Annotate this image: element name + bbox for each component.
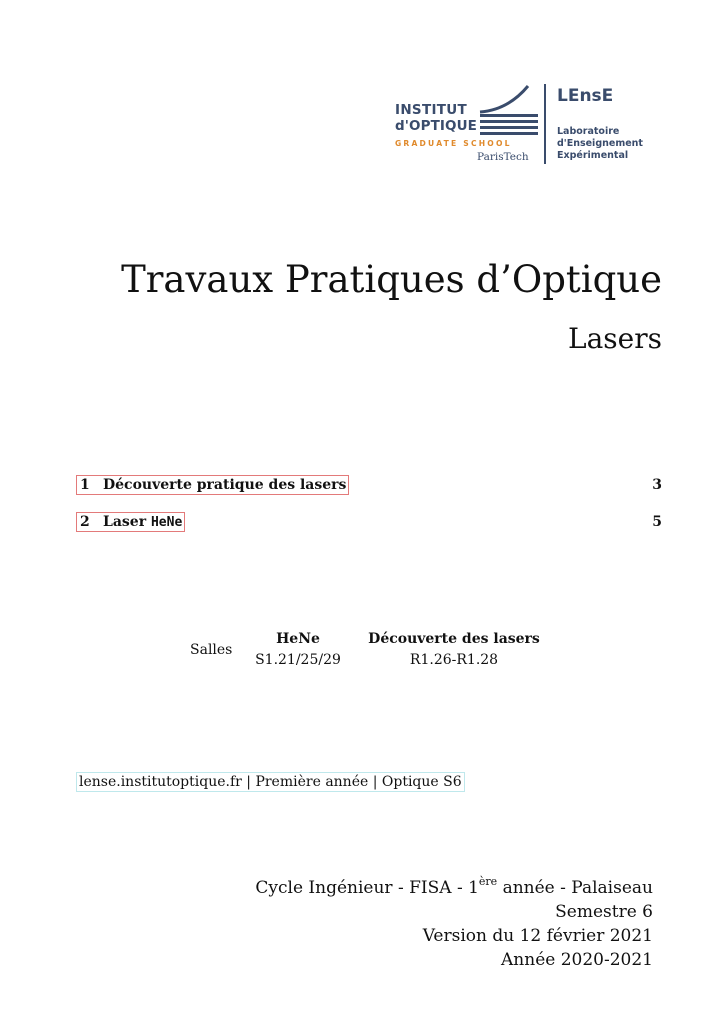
- info-cycle-prefix: Cycle Ingénieur - FISA - 1: [255, 878, 479, 898]
- rooms-header-decouverte: Découverte des lasers: [368, 631, 540, 647]
- info-version: Version du 12 février 2021: [422, 926, 653, 946]
- logo-separator: [544, 84, 546, 164]
- info-year: Année 2020-2021: [501, 950, 653, 970]
- lense-logo-sub3: Expérimental: [557, 150, 629, 161]
- institution-logo: [393, 84, 653, 166]
- toc-number: 1: [80, 477, 90, 493]
- logo-line-paristech: ParisTech: [477, 151, 529, 163]
- rooms-header-hene: HeNe: [276, 631, 320, 647]
- info-cycle-sup: ère: [478, 875, 498, 888]
- toc-label: Laser: [103, 514, 151, 530]
- lense-logo-sub2: d'Enseignement: [557, 138, 643, 149]
- logo-line-optique: d'OPTIQUE: [395, 118, 477, 134]
- document-title: Travaux Pratiques d’Optique: [121, 258, 662, 301]
- logo-wave-icon: [478, 84, 540, 146]
- info-cycle: [255, 875, 653, 898]
- toc-label: Découverte pratique des lasers: [103, 477, 347, 493]
- toc-label-code: HeNe: [150, 515, 183, 530]
- rooms-label: Salles: [190, 642, 233, 658]
- toc-entry: [76, 475, 664, 497]
- info-cycle-suffix: année - Palaiseau: [497, 878, 653, 898]
- toc-page-number: 3: [652, 477, 662, 493]
- toc-entry: [76, 512, 664, 534]
- logo-line-graduate-school: GRADUATE SCHOOL: [395, 139, 512, 148]
- toc-number: 2: [80, 514, 90, 530]
- document-subtitle: Lasers: [568, 322, 662, 355]
- rooms-value-hene: S1.21/25/29: [255, 652, 341, 668]
- rooms-value-decouverte: R1.26-R1.28: [409, 652, 499, 668]
- lense-logo-sub1: Laboratoire: [557, 126, 620, 137]
- info-semester: Semestre 6: [555, 902, 653, 922]
- website-link[interactable]: lense.institutoptique.fr | Première année | Optique S6: [76, 772, 465, 792]
- toc-link-laser-hene[interactable]: [76, 512, 185, 532]
- toc-page-number: 5: [652, 514, 662, 530]
- lense-logo-title: LEnsE: [557, 86, 614, 106]
- toc-link-decouverte[interactable]: [76, 475, 349, 495]
- logo-line-institut: INSTITUT: [395, 102, 468, 118]
